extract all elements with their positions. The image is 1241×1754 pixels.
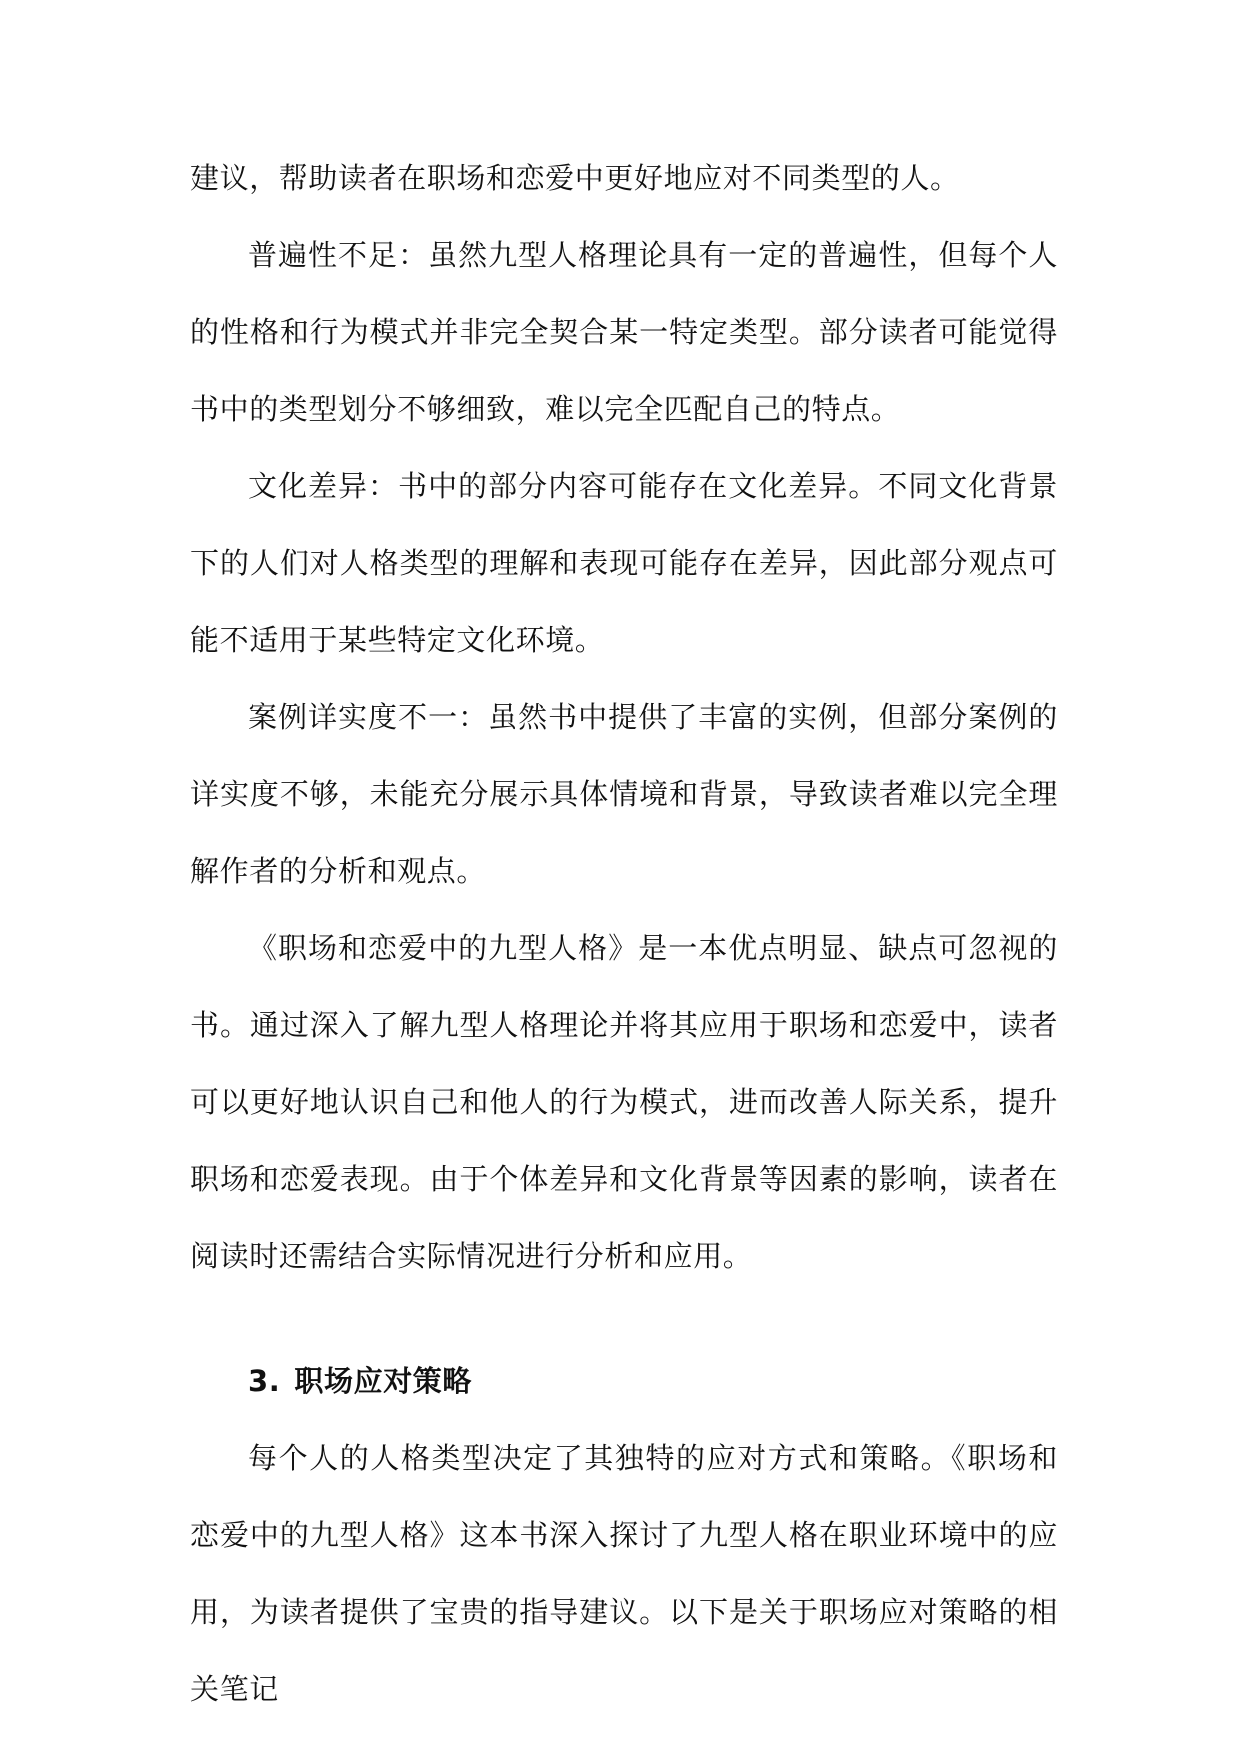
document-body xyxy=(190,140,1058,1728)
paragraph-workplace-intro: 每个人的人格类型决定了其独特的应对方式和策略。《职场和恋爱中的九型人格》这本书深入探讨了九型人格在职业环境中的应用，为读者提供了宝贵的指导建议。以下是关于职场应对策略的相关笔记 xyxy=(190,1441,1058,1706)
section-heading xyxy=(190,1343,1058,1420)
paragraph-universality: 普遍性不足：虽然九型人格理论具有一定的普遍性，但每个人的性格和行为模式并非完全契合某一特定类型。部分读者可能觉得书中的类型划分不够细致，难以完全匹配自己的特点。 xyxy=(190,238,1058,426)
paragraph-continuation: 建议，帮助读者在职场和恋爱中更好地应对不同类型的人。 xyxy=(190,161,960,195)
section-title: 职场应对策略 xyxy=(294,1364,473,1398)
paragraph-case-detail: 案例详实度不一：虽然书中提供了丰富的实例，但部分案例的详实度不够，未能充分展示具体情境和背景，导致读者难以完全理解作者的分析和观点。 xyxy=(190,700,1058,888)
section-number: 3. xyxy=(248,1364,281,1398)
paragraph-cultural-difference: 文化差异：书中的部分内容可能存在文化差异。不同文化背景下的人们对人格类型的理解和表现可能存在差异，因此部分观点可能不适用于某些特定文化环境。 xyxy=(190,469,1058,657)
paragraph-summary: 《职场和恋爱中的九型人格》是一本优点明显、缺点可忽视的书。通过深入了解九型人格理论并将其应用于职场和恋爱中，读者可以更好地认识自己和他人的行为模式，进而改善人际关系，提升职场和恋爱表现。由于个体差异和文化背景等因素的影响，读者在阅读时还需结合实际情况进行分析和应用。 xyxy=(190,931,1058,1273)
